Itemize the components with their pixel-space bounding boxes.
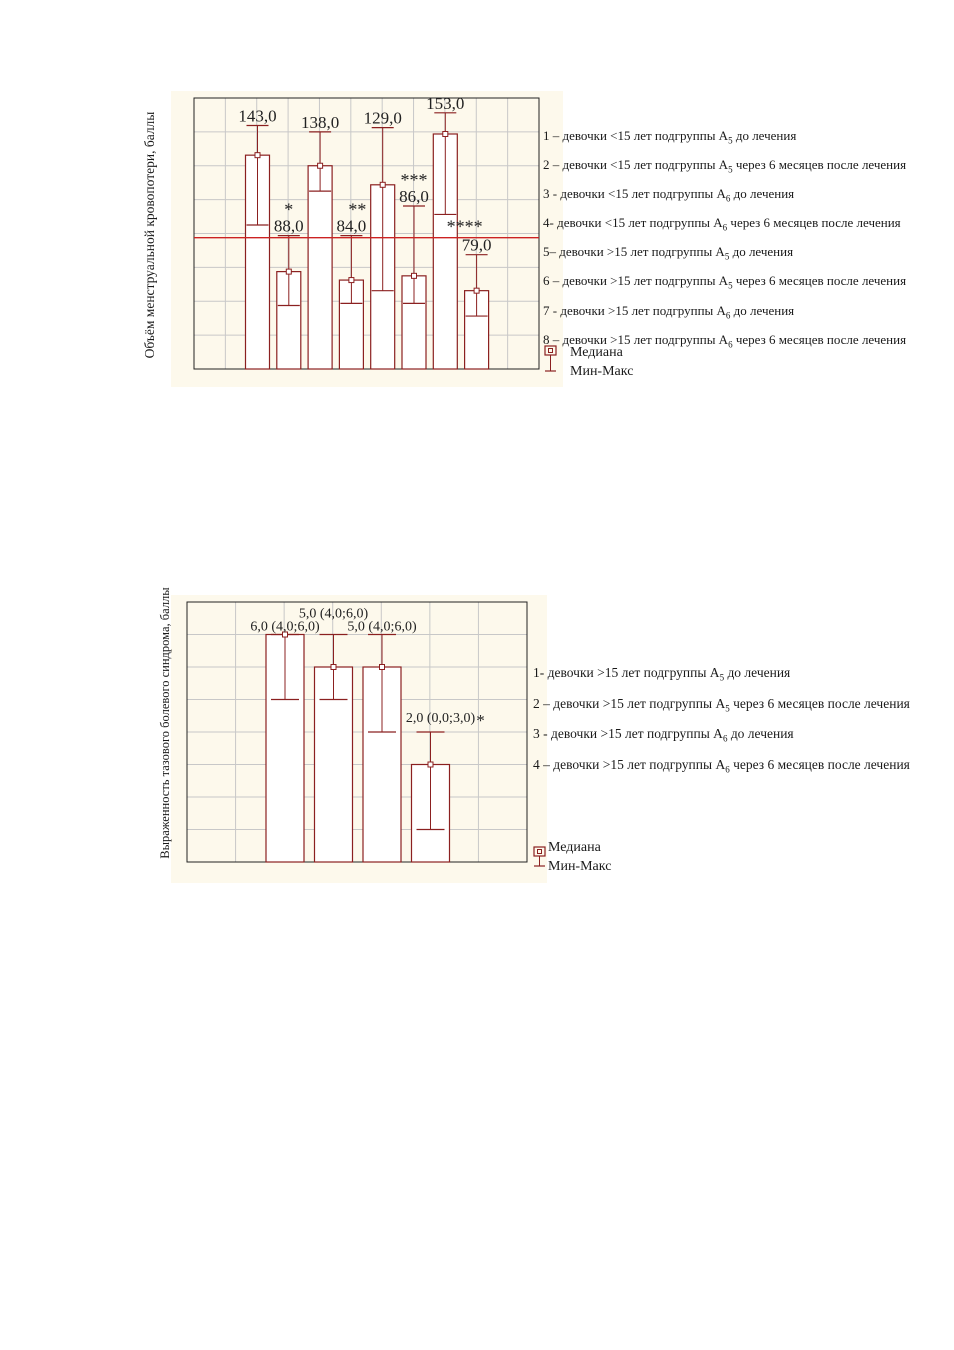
legend-entry-text: через 6 месяцев после лечения [729,695,910,711]
legend-entry-text: 2 – девочки <15 лет подгруппы А [543,157,729,173]
legend-entry-text: 3 - девочки >15 лет подгруппы А [533,726,723,742]
value-label: 143,0 [238,106,277,126]
legend-entry-subscript: 5 [728,281,733,292]
median-marker [286,269,291,274]
value-label: 138,0 [300,112,340,132]
legend-entry-subscript: 6 [728,339,733,350]
median-marker [412,273,417,278]
median-marker [428,762,433,767]
minmax-key-label: Мин-Макс [570,364,634,379]
legend-entry-subscript: 5 [719,672,725,683]
legend-entry [533,721,910,752]
legend-entry-subscript: 6 [722,734,728,745]
median-marker [380,665,385,670]
legend-entry-text: через 6 месяцев после лечения [727,215,901,231]
median-marker [318,163,323,168]
median-marker [349,278,354,283]
legend-entry-text: 1 – девочки <15 лет подгруппы А [543,128,729,143]
chart1-plot [180,80,540,390]
value-label: 79,0 [461,235,492,255]
legend-entry-text: 7 - девочки >15 лет подгруппы А [543,302,726,318]
median-marker [474,288,479,293]
legend-entry [533,752,910,783]
legend-entry-subscript: 6 [725,193,731,204]
legend-entry-subscript: 6 [725,764,730,775]
bar [308,166,332,369]
legend-entry-text: 5– девочки >15 лет подгруппы А [543,244,725,260]
legend-entry-subscript: 6 [725,310,731,321]
legend-entry-text: до лечения [724,665,791,680]
median-key-icon [543,343,559,379]
median-marker [443,131,448,136]
legend-entry-text: 3 - девочки <15 лет подгруппы А [543,186,726,202]
legend-entry-text: до лечения [727,726,794,742]
value-label: 5,0 (4,0;6,0) [298,606,369,622]
legend-entry [543,299,906,328]
legend-entry [543,269,906,298]
legend-entry-subscript: 5 [728,164,733,175]
legend-entry-text: 4- девочки <15 лет подгруппы А [543,215,723,231]
legend-entry [543,211,906,240]
legend-entry-text: через 6 месяцев после лечения [729,757,910,773]
significance-marker: * [476,711,485,730]
minmax-key-label: Мин-Макс [548,859,612,874]
legend-entry-text: 8 – девочки >15 лет подгруппы А [543,331,729,347]
significance-marker: *** [400,169,428,190]
value-label: 6,0 (4,0;6,0) [250,619,320,635]
significance-marker: * [284,199,294,220]
value-label: 153,0 [426,93,465,113]
chart2-y-axis-label: Выраженность тазового болевого синдрома, баллы [158,587,172,859]
legend-entry [533,691,910,722]
significance-marker: **** [446,216,483,237]
legend-entry-text: 4 – девочки >15 лет подгруппы А [533,757,726,773]
median-marker [331,665,336,670]
chart1-legend [543,124,906,357]
value-label: 129,0 [363,108,402,128]
value-label: 5,0 (4,0;6,0) [347,619,417,635]
legend-entry [543,182,906,211]
median-key-label: Медиана [548,840,601,855]
chart2-plot [180,590,540,880]
legend-entry-text: 6 – девочки >15 лет подгруппы А [543,273,729,289]
median-key-icon [532,838,548,874]
legend-entry [543,153,906,182]
legend-entry-text: через 6 месяцев после лечения [732,157,907,173]
value-label: 86,0 [399,186,429,206]
legend-entry-text: через 6 месяцев после лечения [732,273,907,289]
median-marker [255,153,260,158]
legend-entry-text: 2 – девочки >15 лет подгруппы А [533,695,726,711]
legend-entry-subscript: 5 [725,703,730,714]
legend-entry [543,240,906,269]
chart1-y-axis-label: Объём менструальной кровопотери, баллы [142,111,157,359]
chart2-legend [533,660,910,783]
legend-entry-text: до лечения [730,186,795,202]
legend-entry-text: до лечения [729,244,794,260]
legend-entry-subscript: 5 [728,135,733,146]
legend-entry-text: 1- девочки >15 лет подгруппы А [533,665,720,680]
legend-entry-subscript: 6 [722,222,728,233]
value-label: 88,0 [273,216,304,236]
value-label: 84,0 [336,216,367,236]
legend-entry [543,124,906,153]
legend-entry [533,660,910,691]
significance-marker: ** [348,199,367,220]
median-key-label: Медиана [570,345,623,360]
value-label: 2,0 (0,0;3,0) [405,711,476,726]
legend-entry-text: до лечения [732,128,797,143]
median-marker [380,182,385,187]
legend-entry-text: до лечения [730,302,795,318]
legend-entry-subscript: 5 [724,251,730,262]
legend-entry-text: через 6 месяцев после лечения [732,331,907,347]
